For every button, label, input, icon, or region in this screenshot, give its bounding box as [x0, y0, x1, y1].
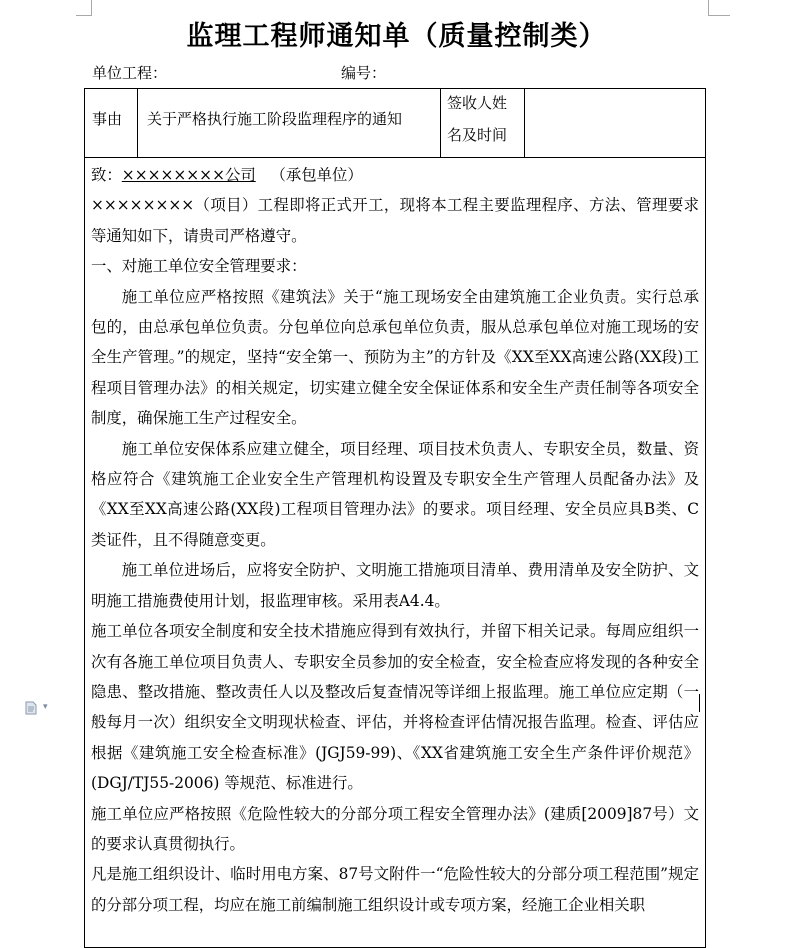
addressee-line [91, 160, 699, 190]
unit-label: 单位工程： [92, 64, 168, 82]
number-label: 编号： [341, 64, 387, 82]
paragraph-intro: ××××××××（项目）工程即将正式开工，现将本工程主要监理程序、方法、管理要求等通知如下，请贵司严格遵守。 [91, 196, 699, 245]
header-row-bottom-border [84, 157, 706, 158]
notice-body [91, 160, 699, 920]
section-heading: 一、对施工单位安全管理要求： [91, 257, 307, 276]
subject-text: 关于严格执行施工阶段监理程序的通知 [147, 110, 403, 128]
paragraph-special-plans: 凡是施工组织设计、临时用电方案、87号文附件一“危险性较大的分部分项工程范围”规定的分部分项工程，均应在施工前编制施工组织设计或专项方案，经施工企业相关职 [91, 865, 699, 914]
paragraph-safety-system: 施工单位安保体系应建立健全，项目经理、项目技术负责人、专职安全员，数量、资格应符合《建筑施工企业安全生产管理机构设置及专职安全生产管理人员配备办法》及《XX至XX高速公路(XX段)工程项目管理办法》的要求。项目经理、安全员应具B类、C类证件，且不得随意变更。 [91, 439, 699, 549]
receiver-label-divider [524, 88, 525, 158]
dropdown-caret-icon[interactable]: ▾ [43, 702, 48, 712]
paragraph-safety-measures: 施工单位进场后，应将安全防护、文明施工措施项目清单、费用清单及安全防护、文明施工措施费使用计划，报监理审核。采用表A4.4。 [91, 561, 699, 610]
addressee-suffix: （承包单位） [270, 166, 363, 184]
subject-text-divider [440, 88, 441, 158]
document-icon[interactable] [24, 700, 38, 714]
crop-mark-top-left-v [91, 0, 92, 15]
receiver-label-line1: 签收人姓 [447, 94, 508, 112]
subject-label-divider [137, 88, 138, 158]
receiver-label-line2: 名及时间 [447, 126, 508, 144]
page-title: 监理工程师通知单（质量控制类） [186, 21, 607, 52]
subject-label: 事由 [92, 110, 123, 128]
addressee-company: ××××××××公司 [121, 166, 256, 184]
paragraph-safety-checks: 施工单位各项安全制度和安全技术措施应得到有效执行，并留下相关记录。每周应组织一次有各施工单位项目负责人、专职安全员参加的安全检查，安全检查应将发现的各种安全隐患、整改措施、整改责任人以及整改后复查情况等详细上报监理。施工单位应定期（一般每月一次）组织安全文明现状检查、评估，并将检查评估情况报告监理。检查、评估应根据《建筑施工安全检查标准》(JGJ59-99)、《XX省建筑施工安全生产条件评价规范》(DGJ/TJ55-2006) 等规范、标准进行。 [91, 622, 699, 793]
receiver-value-cell[interactable] [530, 92, 700, 152]
crop-mark-top-right-v [708, 0, 709, 15]
addressee-prefix: 致： [91, 166, 122, 184]
paragraph-safety-responsibility: 施工单位应严格按照《建筑法》关于“施工现场安全由建筑施工企业负责。实行总承包的，由总承包单位负责。分包单位向总承包单位负责，服从总承包单位对施工现场的安全生产管理。”的规定，坚持“安全第一、预防为主”的方针及《XX至XX高速公路(XX段)工程项目管理办法》的相关规定，切实建立健全安全保证体系和安全生产责任制等各项安全制度，确保施工生产过程安全。 [91, 287, 699, 428]
paragraph-hazard-regulation: 施工单位应严格按照《危险性较大的分部分项工程安全管理办法》(建质[2009]87号）文的要求认真贯彻执行。 [91, 804, 699, 853]
text-cursor [699, 694, 700, 712]
